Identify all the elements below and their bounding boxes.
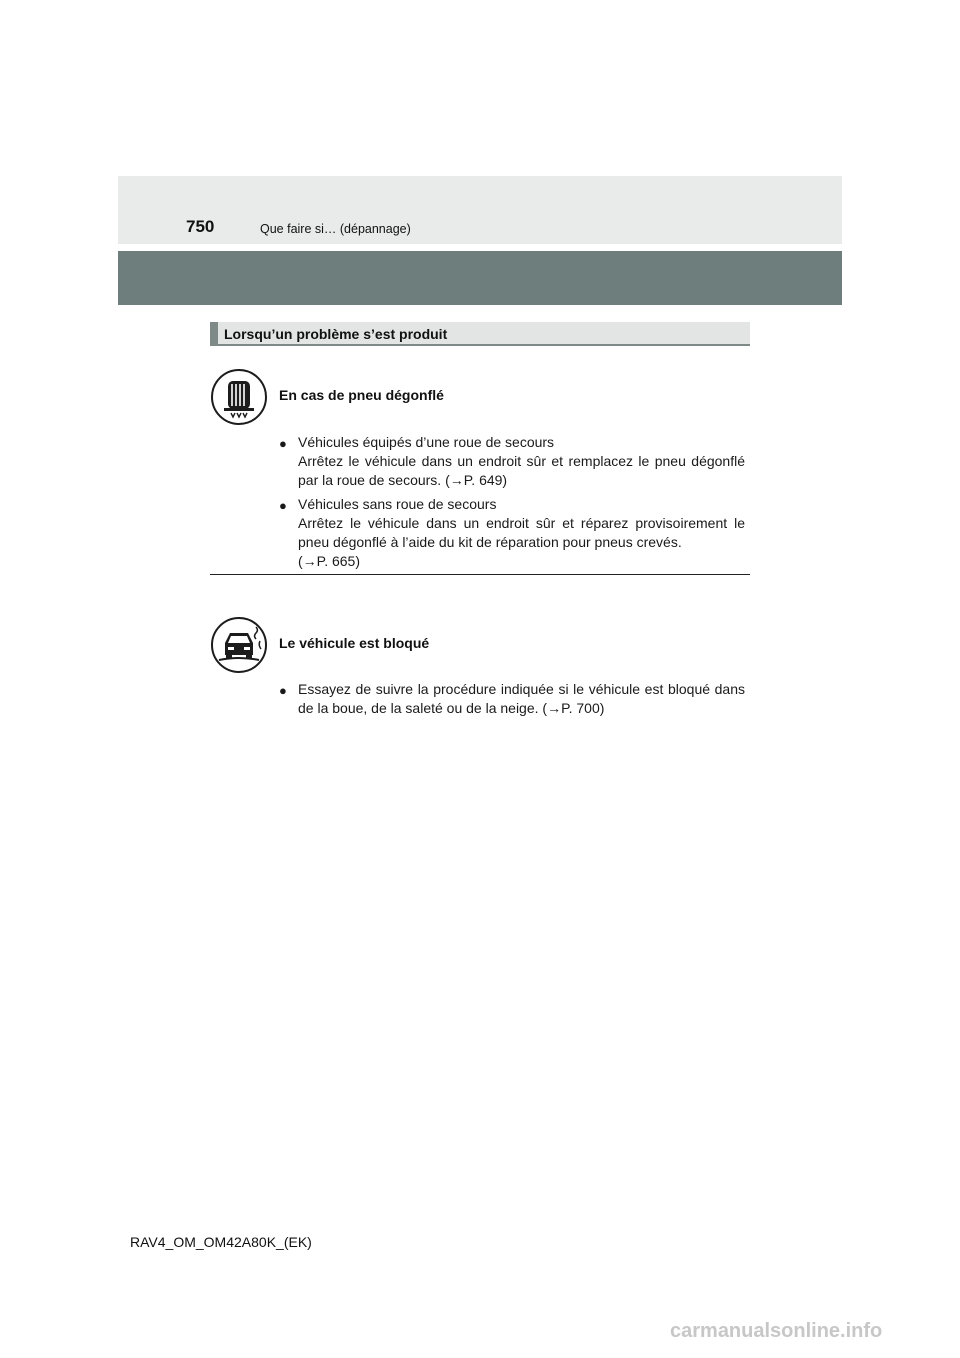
bullet-icon: ●: [279, 436, 287, 451]
list-item-body-text: Arrêtez le véhicule dans un endroit sûr et remplacez le pneu dégonflé par la roue de secours. (: [298, 453, 745, 488]
page-reference-link[interactable]: P. 665): [316, 553, 361, 569]
list-item: [298, 433, 745, 490]
list-item-lead: Véhicules sans roue de secours: [298, 496, 497, 512]
list-item-body-text: Essayez de suivre la procédure indiquée si le véhicule est bloqué dans de la boue, de la saleté ou de la neige. (: [298, 681, 745, 716]
list-item: [298, 495, 745, 571]
section-accent: [210, 322, 218, 346]
block-divider: [210, 574, 750, 575]
stuck-vehicle-icon: [211, 617, 267, 673]
arrow-icon: →: [547, 700, 562, 716]
page-header-band: [118, 176, 842, 244]
bullet-icon: ●: [279, 683, 287, 698]
list-item-body: Arrêtez le véhicule dans un endroit sûr et réparez provisoirement le pneu dégonflé à l’aide du kit de réparation pour pneus crevés.: [298, 515, 745, 550]
section-title: Lorsqu’un problème s’est produit: [224, 326, 448, 342]
arrow-icon: →: [302, 553, 317, 569]
list-item-lead: Véhicules équipés d’une roue de secours: [298, 434, 555, 450]
ref-prefix: (: [298, 553, 303, 569]
page-reference-link[interactable]: P. 649): [463, 472, 508, 488]
arrow-icon: →: [449, 472, 464, 488]
list-item-body: [298, 452, 745, 490]
chapter-title: Que faire si… (dépannage): [260, 222, 411, 236]
flat-tire-icon: [211, 369, 267, 425]
section-heading-bar: [210, 322, 750, 346]
block-title-stuck-vehicle: Le véhicule est bloqué: [279, 635, 430, 651]
document-code: RAV4_OM_OM42A80K_(EK): [130, 1234, 312, 1250]
list-item-ref: [298, 552, 745, 571]
bullet-icon: ●: [279, 498, 287, 513]
list-item: [298, 680, 745, 718]
page-reference-link[interactable]: P. 700): [561, 700, 605, 716]
watermark: carmanualsonline.info: [670, 1320, 883, 1342]
page-number: 750: [186, 217, 215, 236]
chapter-header-bar: [118, 251, 842, 305]
block-title-flat-tire: En cas de pneu dégonflé: [279, 387, 444, 403]
list-item-body: [298, 680, 745, 718]
